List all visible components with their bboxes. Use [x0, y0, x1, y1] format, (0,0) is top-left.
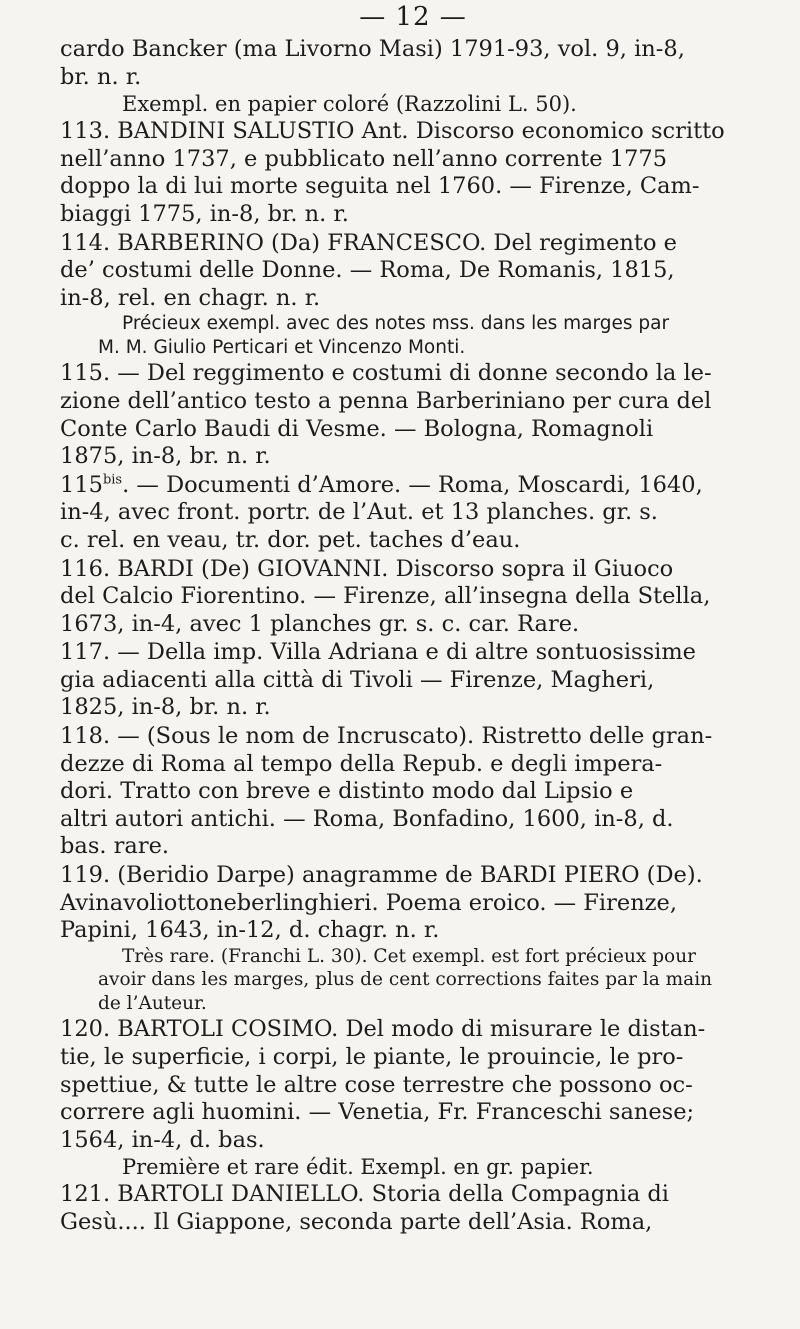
entry-note: avoir dans les marges, plus de cent corrections faites par la main: [98, 969, 713, 991]
catalogue-entry: [60, 862, 766, 1015]
entry-note: M. M. Giulio Perticari et Vincenzo Monti.: [98, 336, 466, 358]
entry-line: in-4, avec front. portr. de l’Aut. et 13 planches. gr. s.: [60, 499, 658, 526]
entry-line: tie, le superficie, i corpi, le piante, le prouincie, le pro-: [60, 1043, 684, 1070]
entry-line: del Calcio Fiorentino. — Firenze, all’insegna della Stella,: [60, 583, 711, 610]
entry-note: Exempl. en papier coloré (Razzolini L. 50).: [122, 92, 577, 117]
entry-note: Très rare. (Franchi L. 30). Cet exempl. est fort précieux pour: [122, 945, 696, 967]
entry-line: 116. BARDI (De) GIOVANNI. Discorso sopra il Giuoco: [60, 555, 674, 582]
catalogue-entry: [60, 1016, 766, 1180]
entry-line: in-8, rel. en chagr. n. r.: [60, 284, 321, 311]
entry-line: spettiue, & tutte le altre cose terrestre che possono oc-: [60, 1071, 693, 1098]
entry-note: de l’Auteur.: [98, 992, 207, 1014]
entry-line: Gesù.... Il Giappone, seconda parte dell’Asia. Roma,: [60, 1208, 653, 1235]
entry-note: Première et rare édit. Exempl. en gr. papier.: [122, 1155, 594, 1180]
catalogue-entry: [60, 36, 766, 117]
entry-line: 1564, in-4, d. bas.: [60, 1126, 265, 1153]
catalogue-entry: [60, 1181, 766, 1236]
entry-line: cardo Bancker (ma Livorno Masi) 1791-93, vol. 9, in-8,: [60, 36, 685, 62]
entry-note: Précieux exempl. avec des notes mss. dans les marges par: [122, 313, 670, 335]
entry-line: Conte Carlo Baudi di Vesme. — Bologna, Romagnoli: [60, 415, 654, 442]
entry-line: correre agli huomini. — Venetia, Fr. Franceschi sanese;: [60, 1099, 695, 1126]
catalogue-entry: [60, 556, 766, 639]
entry-line: Papini, 1643, in-12, d. chagr. n. r.: [60, 917, 440, 944]
entry-line: gia adiacenti alla città di Tivoli — Firenze, Magheri,: [60, 666, 655, 693]
entry-line: 119. (Beridio Darpe) anagramme de BARDI PIERO (De).: [60, 862, 703, 889]
entry-line: br. n. r.: [60, 63, 142, 90]
entry-line: 120. BARTOLI COSIMO. Del modo di misurare le distan-: [60, 1016, 706, 1043]
entry-number-suffix: bis: [102, 472, 123, 488]
entry-line: nell’anno 1737, e pubblicato nell’anno corrente 1775: [60, 145, 668, 172]
entry-line: 121. BARTOLI DANIELLO. Storia della Compagnia di: [60, 1181, 669, 1208]
entry-line: c. rel. en veau, tr. dor. pet. taches d’eau.: [60, 526, 521, 553]
catalogue-entry: [60, 472, 766, 555]
entry-line: 117. — Della imp. Villa Adriana e di altre sontuosissime: [60, 639, 696, 666]
entry-line-text: . — Documenti d’Amore. — Roma, Moscardi, 1640,: [122, 471, 703, 498]
catalogue-entry: [60, 639, 766, 722]
entry-line: 1825, in-8, br. n. r.: [60, 694, 271, 721]
entry-line: 113. BANDINI SALUSTIO Ant. Discorso economico scritto: [60, 118, 725, 145]
entry-line: zione dell’antico testo a penna Barberiniano per cura del: [60, 387, 712, 414]
entry-line: [60, 472, 766, 500]
entry-line: de’ costumi delle Donne. — Roma, De Romanis, 1815,: [60, 257, 675, 284]
entry-line: 118. — (Sous le nom de Incruscato). Ristretto delle gran-: [60, 723, 713, 750]
catalogue-entry: [60, 230, 766, 360]
catalogue-entry: [60, 118, 766, 228]
page-number: — 12 —: [359, 2, 467, 32]
entry-line: dezze di Roma al tempo della Repub. e degli impera-: [60, 750, 663, 777]
catalogue-entry: [60, 360, 766, 470]
entry-line: 115. — Del reggimento e costumi di donne secondo la le-: [60, 360, 712, 387]
entry-line: doppo la di lui morte seguita nel 1760. — Firenze, Cam-: [60, 173, 700, 200]
entry-line: 1875, in-8, br. n. r.: [60, 443, 271, 470]
entry-line: 1673, in-4, avec 1 planches gr. s. c. car. Rare.: [60, 610, 580, 637]
entry-number: 115: [60, 471, 103, 498]
entry-line: 114. BARBERINO (Da) FRANCESCO. Del regimento e: [60, 229, 677, 256]
entry-line: biaggi 1775, in-8, br. n. r.: [60, 200, 349, 227]
catalogue-entry: [60, 723, 766, 861]
entry-line: altri autori antichi. — Roma, Bonfadino, 1600, in-8, d.: [60, 805, 674, 832]
entry-line: dori. Tratto con breve e distinto modo dal Lipsio e: [60, 778, 634, 805]
entry-line: Avinavoliottoneberlinghieri. Poema eroico. — Firenze,: [60, 889, 678, 916]
entry-line: bas. rare.: [60, 833, 170, 860]
